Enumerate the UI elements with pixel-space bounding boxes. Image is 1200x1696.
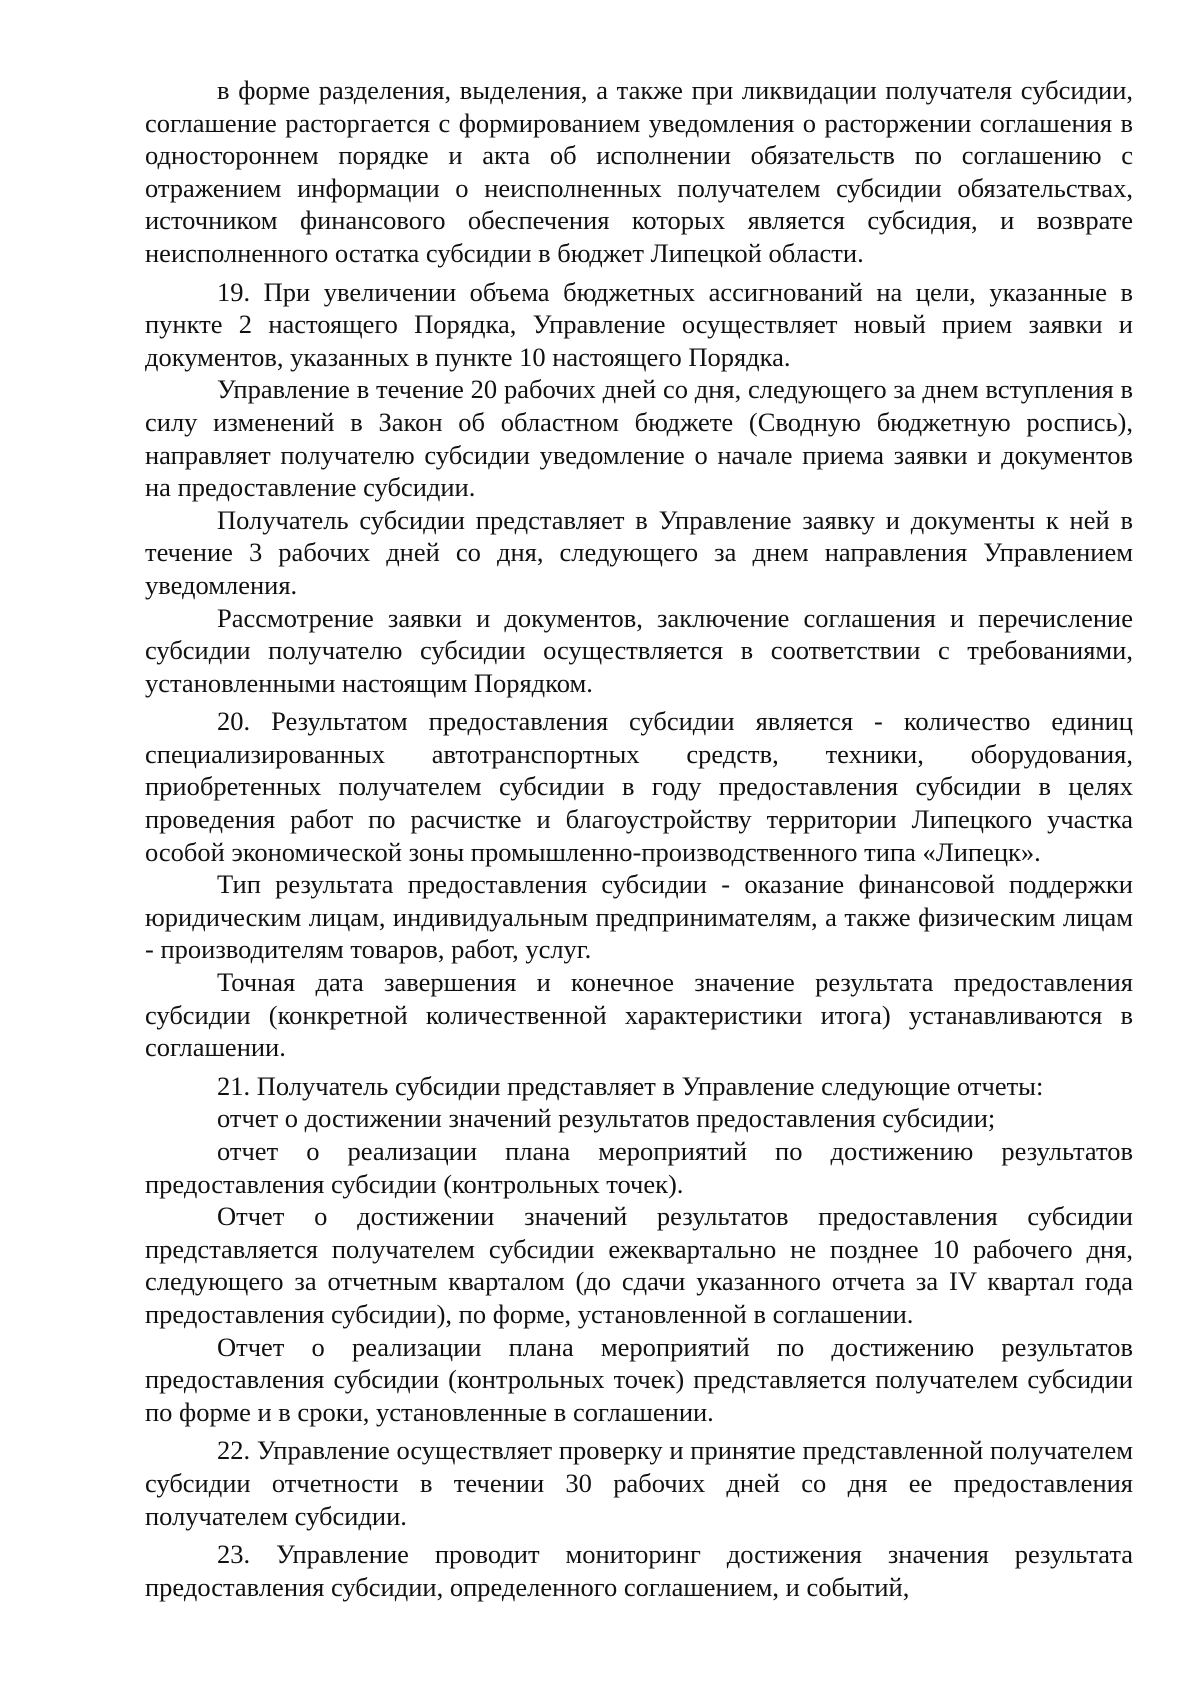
paragraph-continuation: в форме разделения, выделения, а также при ликвидации получателя субсидии, соглашение расторгается с формированием уведомления о расторжении соглашения в одностороннем порядке и акта об исполнении обязательств по соглашению с отражением информации о неисполненных получателем субсидии обязательствах, источником финансового обеспечения которых является субсидия, и возврате неисполненного остатка субсидии в бюджет Липецкой области. xyxy=(145,75,1133,268)
paragraph-item-19: 19. При увеличении объема бюджетных ассигнований на цели, указанные в пункте 2 настоящего Порядка, Управление осуществляет новый прием заявки и документов, указанных в пункте 10 настоящего Порядка. xyxy=(145,276,1133,372)
paragraph: Рассмотрение заявки и документов, заключение соглашения и перечисление субсидии получателю субсидии осуществляется в соответствии с требованиями, установленными настоящим Порядком. xyxy=(145,602,1133,698)
paragraph: Получатель субсидии представляет в Управление заявку и документы к ней в течение 3 рабочих дней со дня, следующего за днем направления Управлением уведомления. xyxy=(145,504,1133,600)
paragraph: отчет о реализации плана мероприятий по достижению результатов предоставления субсидии (контрольных точек). xyxy=(145,1136,1133,1199)
paragraph: отчет о достижении значений результатов предоставления субсидии; xyxy=(217,1103,996,1134)
paragraph: Управление в течение 20 рабочих дней со дня, следующего за днем вступления в силу изменений в Закон об областном бюджете (Сводную бюджетную роспись), направляет получателю субсидии уведомление о начале приема заявки и документов на предоставление субсидии. xyxy=(145,374,1133,503)
paragraph: Отчет о реализации плана мероприятий по достижению результатов предоставления субсидии (контрольных точек) представляется получателем субсидии по форме и в сроки, установленные в соглашении. xyxy=(145,1331,1133,1427)
document-body xyxy=(145,74,1133,1603)
paragraph-item-20: 20. Результатом предоставления субсидии является - количество единиц специализированных автотранспортных средств, техники, оборудования, приобретенных получателем субсидии в году предоставления субсидии в целях проведения работ по расчистке и благоустройству территории Липецкого участка особой экономической зоны промышленно-производственного типа «Липецк». xyxy=(145,706,1133,867)
paragraph: Точная дата завершения и конечное значение результата предоставления субсидии (конкретной количественной характеристики итога) устанавливаются в соглашении. xyxy=(145,967,1133,1063)
paragraph-item-23: 23. Управление проводит мониторинг достижения значения результата предоставления субсидии, определенного соглашением, и событий, xyxy=(145,1539,1133,1602)
paragraph-item-22: 22. Управление осуществляет проверку и принятие представленной получателем субсидии отчетности в течении 30 рабочих дней со дня ее предоставления получателем субсидии. xyxy=(145,1435,1133,1531)
paragraph: Отчет о достижении значений результатов предоставления субсидии представляется получателем субсидии ежеквартально не позднее 10 рабочего дня, следующего за отчетным кварталом (до сдачи указанного отчета за IV квартал года предоставления субсидии), по форме, установленной в соглашении. xyxy=(145,1201,1133,1329)
paragraph: Тип результата предоставления субсидии - оказание финансовой поддержки юридическим лицам, индивидуальным предпринимателям, а также физическим лицам - производителям товаров, работ, услуг. xyxy=(145,869,1133,965)
paragraph-item-21: 21. Получатель субсидии представляет в Управление следующие отчеты: xyxy=(217,1070,1044,1101)
